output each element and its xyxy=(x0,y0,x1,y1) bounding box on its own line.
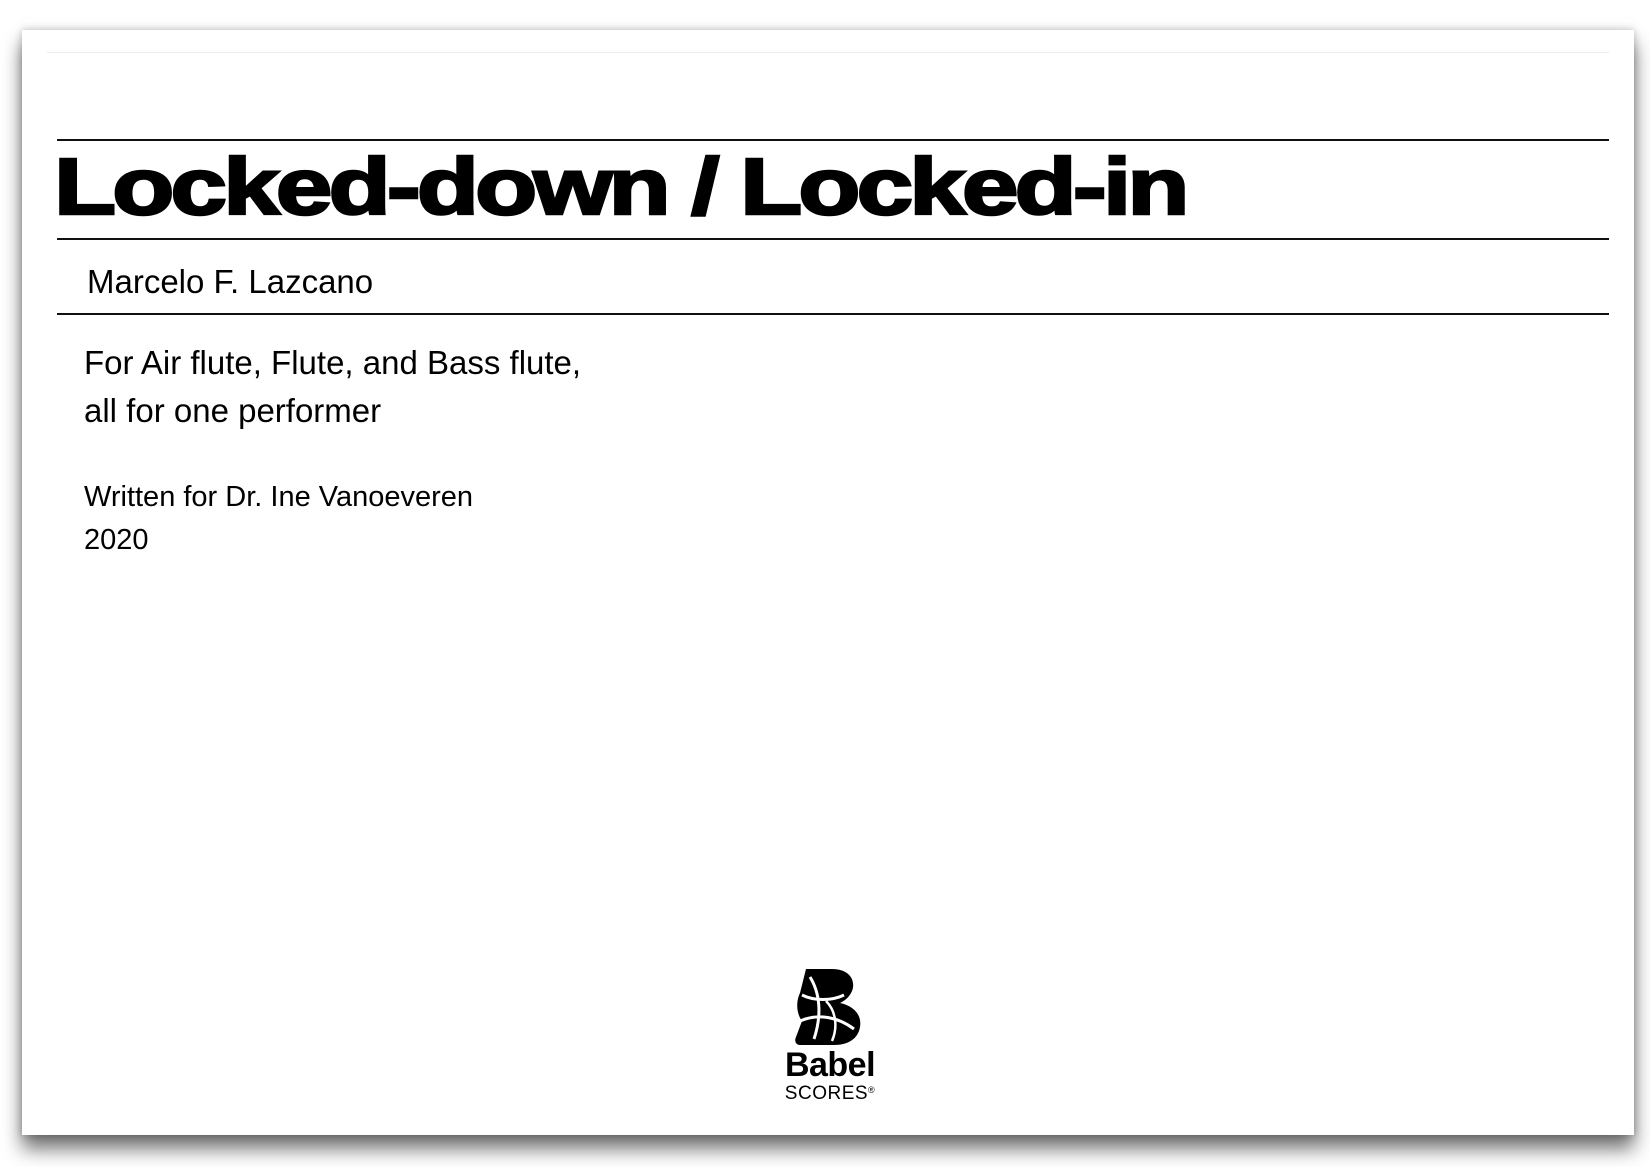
title-bottom-rule xyxy=(57,238,1609,240)
instrumentation-line-1: For Air flute, Flute, and Bass flute, xyxy=(84,344,582,381)
registered-mark: ® xyxy=(868,1085,876,1095)
publisher-subtitle xyxy=(770,1080,890,1104)
composer-name: Marcelo F. Lazcano xyxy=(87,263,374,300)
composer-bottom-rule xyxy=(57,313,1609,315)
instrumentation xyxy=(84,339,581,435)
score-cover-page xyxy=(22,30,1634,1135)
dedication-text: Written for Dr. Ine Vanoeveren xyxy=(84,481,474,513)
score-title: Locked-down / Locked-in xyxy=(54,142,1186,231)
babel-scores-logo-icon xyxy=(792,965,868,1047)
publisher-logo xyxy=(770,965,890,1115)
publisher-name: Babel xyxy=(784,1046,876,1084)
instrumentation-line-2: all for one performer xyxy=(84,392,382,429)
page-top-edge xyxy=(47,52,1609,53)
publisher-sub-text: SCORES xyxy=(784,1083,869,1104)
composition-year: 2020 xyxy=(84,524,149,556)
dedication-block xyxy=(84,476,473,562)
title-top-rule xyxy=(57,139,1609,141)
